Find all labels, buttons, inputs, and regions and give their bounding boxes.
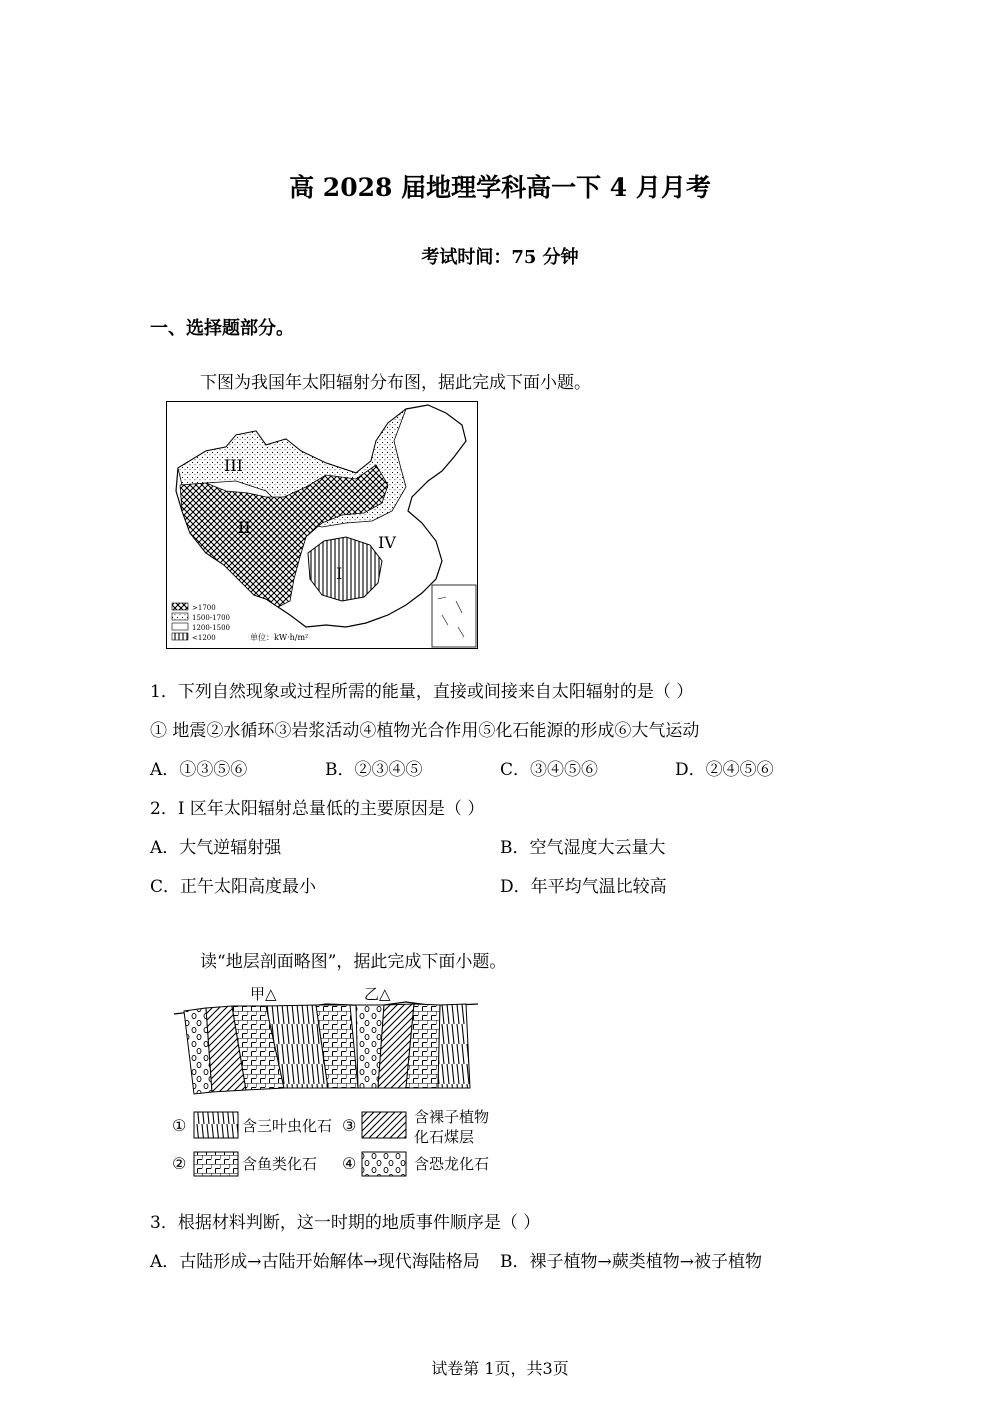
legend-1500-1700: 1500-1700 — [192, 614, 230, 622]
q3-stem: 3．根据材料判断，这一时期的地质事件顺序是（ ） — [150, 1213, 541, 1233]
q1-option-b[interactable]: B．②③④⑤ — [325, 760, 423, 780]
legend-num-3: ③ — [342, 1116, 357, 1135]
q1-stem: 1．下列自然现象或过程所需的能量，直接或间接来自太阳辐射的是（ ） — [150, 682, 694, 702]
legend-dinosaur: 含恐龙化石 — [414, 1155, 490, 1173]
solar-radiation-map — [166, 401, 478, 649]
q2-option-a[interactable]: A．大气逆辐射强 — [150, 838, 282, 858]
intro-strata: 读“地层剖面略图”，据此完成下面小题。 — [200, 952, 507, 972]
intro-solar-map: 下图为我国年太阳辐射分布图，据此完成下面小题。 — [200, 373, 591, 393]
q3-option-a[interactable]: A．古陆形成→古陆开始解体→现代海陆格局 — [150, 1252, 480, 1272]
region-label-iii: III — [224, 456, 243, 475]
legend-gt1700: >1700 — [192, 604, 216, 612]
legend-num-2: ② — [172, 1154, 187, 1173]
region-label-i: I — [336, 564, 343, 583]
map-unit: 单位：kW·h/m² — [250, 633, 309, 642]
q2-option-c[interactable]: C．正午太阳高度最小 — [150, 877, 317, 897]
q1-option-a[interactable]: A．①③⑤⑥ — [150, 760, 248, 780]
q2-stem: 2．I 区年太阳辐射总量低的主要原因是（ ） — [150, 799, 485, 819]
q1-option-c[interactable]: C．③④⑤⑥ — [500, 760, 599, 780]
legend-lt1200: <1200 — [192, 634, 216, 642]
region-label-iv: IV — [378, 533, 396, 552]
section-heading: 一、选择题部分。 — [150, 318, 294, 339]
legend-gymnosperm-2: 化石煤层 — [414, 1128, 475, 1146]
q2-option-b[interactable]: B．空气湿度大云量大 — [500, 838, 666, 858]
layer-trilobite-right — [438, 1004, 470, 1088]
q3-option-b[interactable]: B．裸子植物→蕨类植物→被子植物 — [500, 1252, 762, 1272]
legend-1200-1500: 1200-1500 — [192, 624, 230, 632]
legend-num-4: ④ — [342, 1154, 357, 1173]
q1-items: ① 地震②水循环③岩浆活动④植物光合作用⑤化石能源的形成⑥大气运动 — [150, 721, 700, 741]
location-yi: 乙△ — [364, 985, 391, 1003]
legend-fish: 含鱼类化石 — [242, 1155, 318, 1173]
q1-option-d[interactable]: D．②④⑤⑥ — [675, 760, 774, 780]
legend-trilobite: 含三叶虫化石 — [242, 1117, 333, 1135]
page-footer: 试卷第 1页，共3页 — [431, 1359, 569, 1378]
legend-num-1: ① — [172, 1116, 187, 1135]
strata-section-diagram — [166, 984, 496, 1180]
q2-option-d[interactable]: D．年平均气温比较高 — [500, 877, 667, 897]
page-title: 高 2028 届地理学科高一下 4 月月考 — [289, 173, 711, 202]
location-jia: 甲△ — [250, 985, 277, 1003]
legend-gymnosperm-1: 含裸子植物 — [414, 1108, 490, 1126]
region-label-ii: II — [238, 518, 251, 537]
exam-duration: 考试时间：75 分钟 — [421, 247, 579, 268]
